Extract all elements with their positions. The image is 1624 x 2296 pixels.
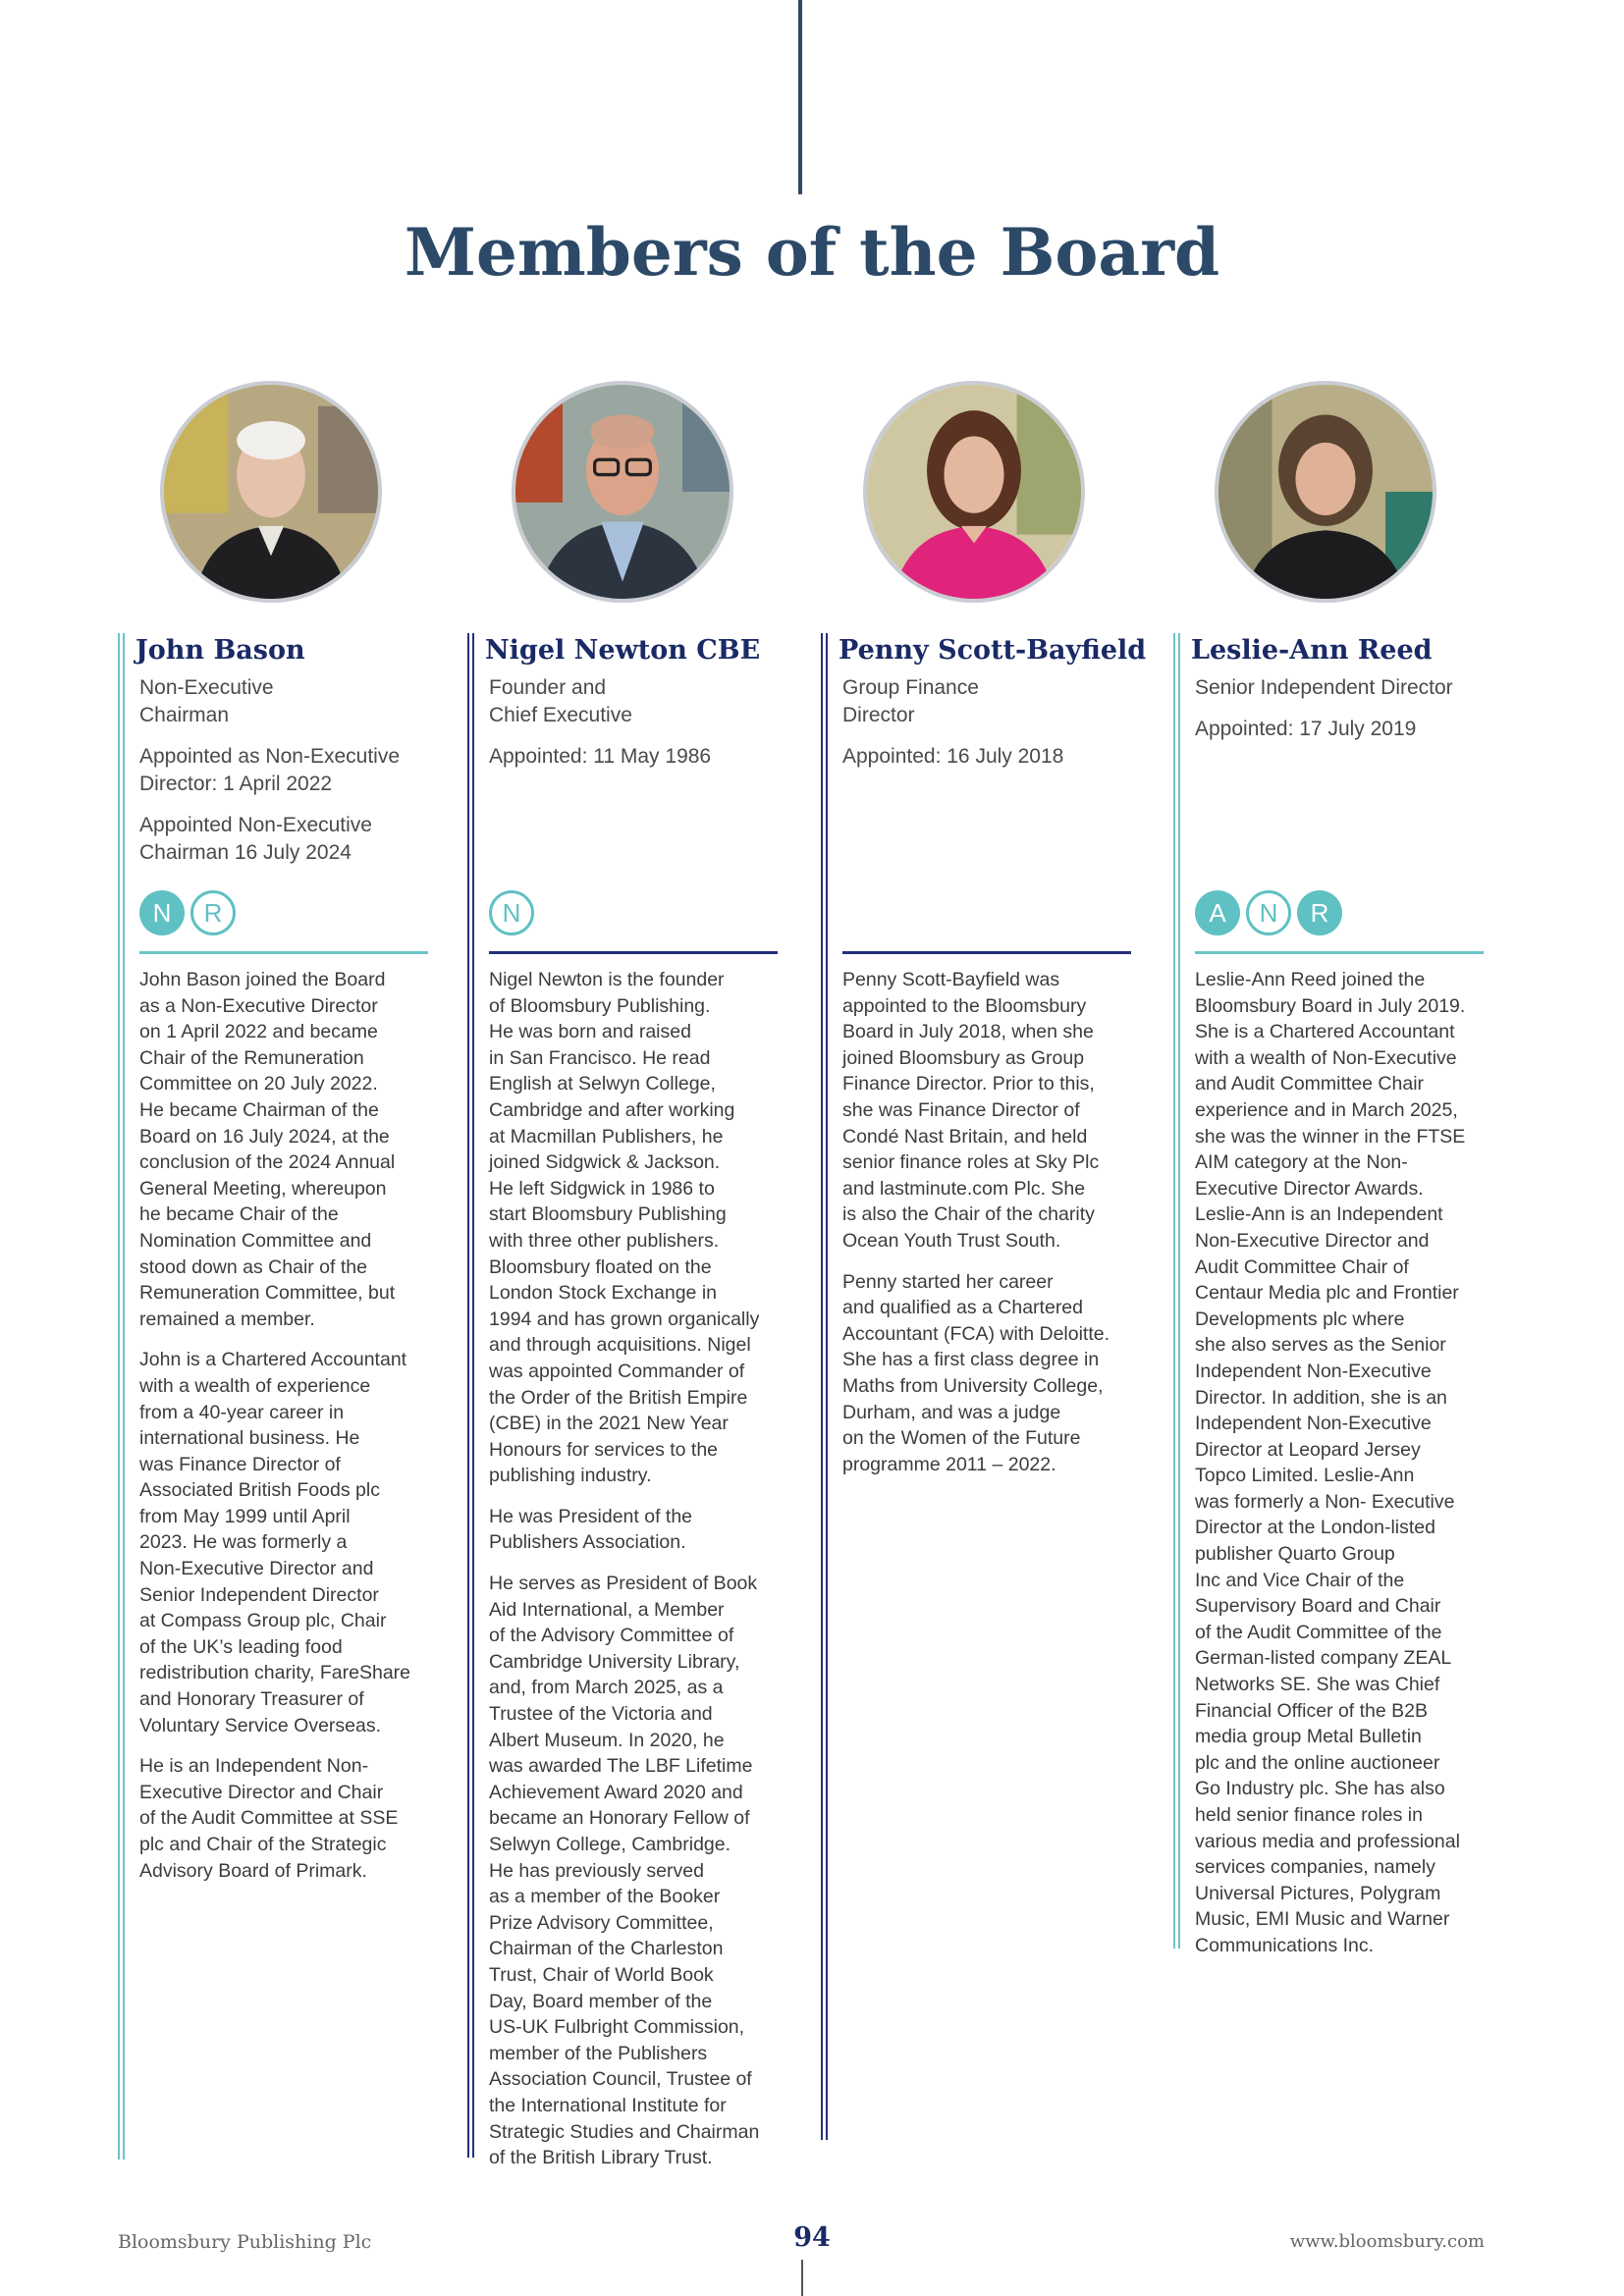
committee-badge-remuneration: R: [1297, 890, 1342, 935]
bio-paragraph: Nigel Newton is the founder of Bloomsbury Publishing. He was born and raised in San Francisco. He read English at Selwyn College, Cambridge and after working at Macmillan Publishers, he joined Sidgwick & Jackson. He left Sidgwick in 1986 to start Bloomsbury Publishing with three other publishers. Bloomsbury floated on the London Stock Exchange in 1994 and has grown organically and through acquisitions. Nigel was appointed Commander of the Order of the British Empire (CBE) in the 2021 New Year Honours for services to the publishing industry.: [489, 969, 760, 1487]
column-rule: [1173, 633, 1180, 1949]
member-card-john-bason: [135, 633, 434, 1882]
top-decorative-rule: [798, 0, 802, 194]
section-divider: [489, 951, 778, 954]
member-appointment: Appointed: 11 May 1986: [489, 745, 712, 768]
member-bio: [139, 967, 434, 1898]
bio-paragraph: He is an Independent Non- Executive Director and Chair of the Audit Committee at SSE plc and Chair of the Strategic Advisory Board of Primark.: [139, 1755, 399, 1882]
committee-badges: [489, 890, 534, 935]
committee-badge-remuneration: R: [190, 890, 236, 935]
bio-paragraph: He was President of the Publishers Association.: [489, 1505, 693, 1554]
john-bason-photo: [160, 381, 382, 603]
committee-badge-nomination: N: [139, 890, 185, 935]
member-bio: [1195, 967, 1489, 1974]
member-card-penny-scott-bayfield: [839, 633, 1147, 1475]
section-divider: [1195, 951, 1484, 954]
page-number: 94: [793, 2222, 831, 2253]
committee-badge-nomination: N: [1246, 890, 1291, 935]
member-name: John Bason: [135, 635, 305, 666]
member-name: Penny Scott-Bayfield: [839, 635, 1147, 666]
column-rule: [467, 633, 474, 2158]
committee-badges: [139, 890, 236, 935]
page-title: Members of the Board: [404, 214, 1220, 291]
bio-paragraph: He serves as President of Book Aid International, a Member of the Advisory Committee of Cambridge University Library, and, from March 2025, as a Trustee of the Victoria and Albert Museum. In 2020, he was awarded The LBF Lifetime Achievement Award 2020 and became an Honorary Fellow of Selwyn College, Cambridge. He has previously served as a member of the Booker Prize Advisory Committee, Chairman of the Charleston Trust, Chair of World Book Day, Board member of the US-UK Fulbright Commission, member of the Publishers Association Council, Trustee of the International Institute for Strategic Studies and Chairman of the British Library Trust.: [489, 1573, 760, 2169]
member-name: Leslie-Ann Reed: [1191, 635, 1433, 666]
column-rule: [118, 633, 125, 2160]
bottom-decorative-rule: [801, 2260, 803, 2296]
penny-scott-bayfield-photo: [863, 381, 1085, 603]
footer-company: Bloomsbury Publishing Plc: [118, 2231, 372, 2253]
member-appointment: Appointed: 16 July 2018: [842, 745, 1064, 768]
section-divider: [139, 951, 428, 954]
member-role: Non-Executive Chairman: [139, 676, 274, 726]
member-appointment: Appointed as Non-Executive Director: 1 April 2022: [139, 745, 400, 795]
leslie-ann-reed-photo: [1215, 381, 1436, 603]
committee-badges: [1195, 890, 1342, 935]
member-card-nigel-newton: [485, 633, 784, 2169]
member-name: Nigel Newton CBE: [485, 635, 761, 666]
bio-paragraph: Penny started her career and qualified as a Chartered Accountant (FCA) with Deloitte. She has a first class degree in Maths from University College, Durham, and was a judge on the Women of the Future programme 2011 – 2022.: [842, 1270, 1110, 1475]
bio-paragraph: Leslie-Ann Reed joined the Bloomsbury Board in July 2019. She is a Chartered Accountant with a wealth of Non-Executive and Audit Committee Chair experience and in March 2025, she was the winner in the FTSE AIM category at the Non- Executive Director Awards. Leslie-Ann is an Independent Non-Executive Director and Audit Committee Chair of Centaur Media plc and Frontier Developments plc where she also serves as the Senior Independent Non-Executive Director. In addition, she is an Independent Non-Executive Director at Leopard Jersey Topco Limited. Leslie-Ann was formerly a Non- Executive Director at the London-listed publisher Quarto Group Inc and Vice Chair of the Supervisory Board and Chair of the Audit Committee of the German-listed company ZEAL Networks SE. She was Chief Financial Officer of the B2B media group Metal Bulletin plc and the online auctioneer Go Industry plc. She has also held senior finance roles in various media and professional services companies, namely Universal Pictures, Polygram Music, EMI Music and Warner Communications Inc.: [1195, 969, 1466, 1956]
member-bio: [842, 967, 1137, 1492]
member-role: Senior Independent Director: [1195, 676, 1453, 699]
member-appointment: Appointed: 17 July 2019: [1195, 718, 1417, 740]
member-role: Group Finance Director: [842, 676, 979, 726]
section-divider: [842, 951, 1131, 954]
footer-website[interactable]: www.bloomsbury.com: [1289, 2231, 1485, 2252]
committee-badge-audit: A: [1195, 890, 1240, 935]
member-role: Founder and Chief Executive: [489, 676, 632, 726]
bio-paragraph: John Bason joined the Board as a Non-Executive Director on 1 April 2022 and became Chair of the Remuneration Committee on 20 July 2022. He became Chairman of the Board on 16 July 2024, at the conclusion of the 2024 Annual General Meeting, whereupon he became Chair of the Nomination Committee and stood down as Chair of the Remuneration Committee, but remained a member.: [139, 969, 396, 1330]
member-bio: [489, 967, 784, 2186]
bio-paragraph: Penny Scott-Bayfield was appointed to the Bloomsbury Board in July 2018, when she joined Bloomsbury as Group Finance Director. Prior to this, she was Finance Director of Condé Nast Britain, and held senior finance roles at Sky Plc and lastminute.com Plc. She is also the Chair of the charity Ocean Youth Trust South.: [842, 969, 1100, 1252]
member-appointment: Appointed Non-Executive Chairman 16 July 2024: [139, 814, 372, 864]
committee-badge-nomination: N: [489, 890, 534, 935]
column-rule: [821, 633, 828, 2140]
member-card-leslie-ann-reed: [1191, 633, 1489, 1956]
nigel-newton-photo: [512, 381, 733, 603]
bio-paragraph: John is a Chartered Accountant with a wealth of experience from a 40-year career in international business. He was Finance Director of Associated British Foods plc from May 1999 until April 2023. He was formerly a Non-Executive Director and Senior Independent Director at Compass Group plc, Chair of the UK’s leading food redistribution charity, FareShare and Honorary Treasurer of Voluntary Service Overseas.: [139, 1349, 411, 1736]
